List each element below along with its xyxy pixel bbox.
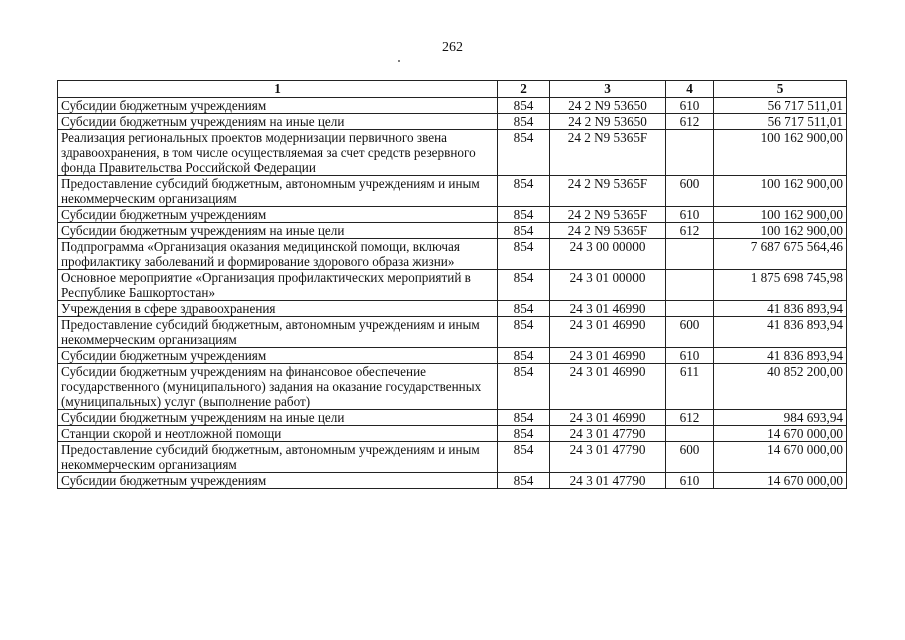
row-amount: 100 162 900,00: [714, 207, 847, 223]
row-target-code: 24 3 01 47790: [550, 442, 666, 473]
row-expense-type: [666, 239, 714, 270]
row-name: Подпрограмма «Организация оказания медицинской помощи, включая профилактику заболеваний и формирование здорового образа жизни»: [58, 239, 498, 270]
row-target-code: 24 2 N9 5365F: [550, 207, 666, 223]
row-expense-type: 612: [666, 223, 714, 239]
table-row: [58, 426, 847, 442]
row-ministry-code: 854: [498, 98, 550, 114]
row-target-code: 24 3 01 47790: [550, 473, 666, 489]
row-ministry-code: 854: [498, 239, 550, 270]
row-target-code: 24 3 01 47790: [550, 426, 666, 442]
row-ministry-code: 854: [498, 207, 550, 223]
table-row: [58, 207, 847, 223]
table-row: [58, 410, 847, 426]
row-amount: 56 717 511,01: [714, 114, 847, 130]
row-amount: 100 162 900,00: [714, 176, 847, 207]
row-expense-type: 610: [666, 98, 714, 114]
row-ministry-code: 854: [498, 348, 550, 364]
row-target-code: 24 3 01 00000: [550, 270, 666, 301]
page-number: 262: [442, 40, 463, 55]
row-name: Основное мероприятие «Организация профилактических мероприятий в Республике Башкортостан»: [58, 270, 498, 301]
table-row: [58, 473, 847, 489]
table-row: [58, 317, 847, 348]
row-expense-type: [666, 130, 714, 176]
table-row: [58, 270, 847, 301]
row-name: Предоставление субсидий бюджетным, автономным учреждениям и иным некоммерческим организациям: [58, 442, 498, 473]
row-name: Субсидии бюджетным учреждениям на финансовое обеспечение государственного (муниципального) задания на оказание государственных (муниципальных) услуг (выполнение работ): [58, 364, 498, 410]
row-ministry-code: 854: [498, 364, 550, 410]
row-ministry-code: 854: [498, 301, 550, 317]
row-amount: 40 852 200,00: [714, 364, 847, 410]
row-name: Предоставление субсидий бюджетным, автономным учреждениям и иным некоммерческим организациям: [58, 176, 498, 207]
header-col-5: 5: [714, 81, 847, 98]
row-ministry-code: 854: [498, 176, 550, 207]
table-row: [58, 114, 847, 130]
row-expense-type: 611: [666, 364, 714, 410]
row-name: Субсидии бюджетным учреждениям: [58, 98, 498, 114]
row-amount: 14 670 000,00: [714, 442, 847, 473]
row-target-code: 24 3 01 46990: [550, 317, 666, 348]
row-expense-type: [666, 270, 714, 301]
row-amount: 100 162 900,00: [714, 223, 847, 239]
row-name: Предоставление субсидий бюджетным, автономным учреждениям и иным некоммерческим организациям: [58, 317, 498, 348]
table-row: [58, 176, 847, 207]
row-expense-type: [666, 301, 714, 317]
row-amount: 14 670 000,00: [714, 426, 847, 442]
row-amount: 56 717 511,01: [714, 98, 847, 114]
row-target-code: 24 2 N9 53650: [550, 114, 666, 130]
row-target-code: 24 3 01 46990: [550, 348, 666, 364]
row-ministry-code: 854: [498, 426, 550, 442]
row-expense-type: 600: [666, 442, 714, 473]
row-name: Субсидии бюджетным учреждениям на иные цели: [58, 114, 498, 130]
row-amount: 14 670 000,00: [714, 473, 847, 489]
row-ministry-code: 854: [498, 317, 550, 348]
table-row: [58, 301, 847, 317]
header-col-4: 4: [666, 81, 714, 98]
row-expense-type: [666, 426, 714, 442]
row-target-code: 24 2 N9 5365F: [550, 223, 666, 239]
row-name: Реализация региональных проектов модернизации первичного звена здравоохранения, в том числе осуществляемая за счет средств резервного фонда Правительства Российской Федерации: [58, 130, 498, 176]
row-target-code: 24 2 N9 53650: [550, 98, 666, 114]
row-name: Учреждения в сфере здравоохранения: [58, 301, 498, 317]
row-target-code: 24 3 01 46990: [550, 410, 666, 426]
row-ministry-code: 854: [498, 223, 550, 239]
row-target-code: 24 3 00 00000: [550, 239, 666, 270]
row-ministry-code: 854: [498, 114, 550, 130]
row-expense-type: 600: [666, 176, 714, 207]
table-row: [58, 98, 847, 114]
table-row: [58, 130, 847, 176]
row-name: Станции скорой и неотложной помощи: [58, 426, 498, 442]
table-row: [58, 442, 847, 473]
row-name: Субсидии бюджетным учреждениям: [58, 473, 498, 489]
row-target-code: 24 2 N9 5365F: [550, 176, 666, 207]
row-expense-type: 612: [666, 114, 714, 130]
row-expense-type: 600: [666, 317, 714, 348]
row-ministry-code: 854: [498, 442, 550, 473]
row-amount: 1 875 698 745,98: [714, 270, 847, 301]
row-amount: 100 162 900,00: [714, 130, 847, 176]
header-col-3: 3: [550, 81, 666, 98]
header-col-1: 1: [58, 81, 498, 98]
table-row: [58, 348, 847, 364]
row-expense-type: 610: [666, 348, 714, 364]
row-amount: 7 687 675 564,46: [714, 239, 847, 270]
table-row: [58, 223, 847, 239]
budget-table: [57, 80, 847, 489]
row-target-code: 24 3 01 46990: [550, 301, 666, 317]
row-name: Субсидии бюджетным учреждениям на иные цели: [58, 223, 498, 239]
scan-speck: [398, 60, 400, 62]
table-body: [58, 98, 847, 489]
row-expense-type: 610: [666, 207, 714, 223]
row-ministry-code: 854: [498, 473, 550, 489]
row-amount: 41 836 893,94: [714, 348, 847, 364]
row-ministry-code: 854: [498, 270, 550, 301]
row-amount: 984 693,94: [714, 410, 847, 426]
row-expense-type: 610: [666, 473, 714, 489]
row-target-code: 24 2 N9 5365F: [550, 130, 666, 176]
row-ministry-code: 854: [498, 410, 550, 426]
row-target-code: 24 3 01 46990: [550, 364, 666, 410]
table-row: [58, 239, 847, 270]
row-name: Субсидии бюджетным учреждениям: [58, 348, 498, 364]
row-ministry-code: 854: [498, 130, 550, 176]
row-expense-type: 612: [666, 410, 714, 426]
row-amount: 41 836 893,94: [714, 317, 847, 348]
header-row: [58, 81, 847, 98]
header-col-2: 2: [498, 81, 550, 98]
row-amount: 41 836 893,94: [714, 301, 847, 317]
row-name: Субсидии бюджетным учреждениям на иные цели: [58, 410, 498, 426]
row-name: Субсидии бюджетным учреждениям: [58, 207, 498, 223]
table-row: [58, 364, 847, 410]
